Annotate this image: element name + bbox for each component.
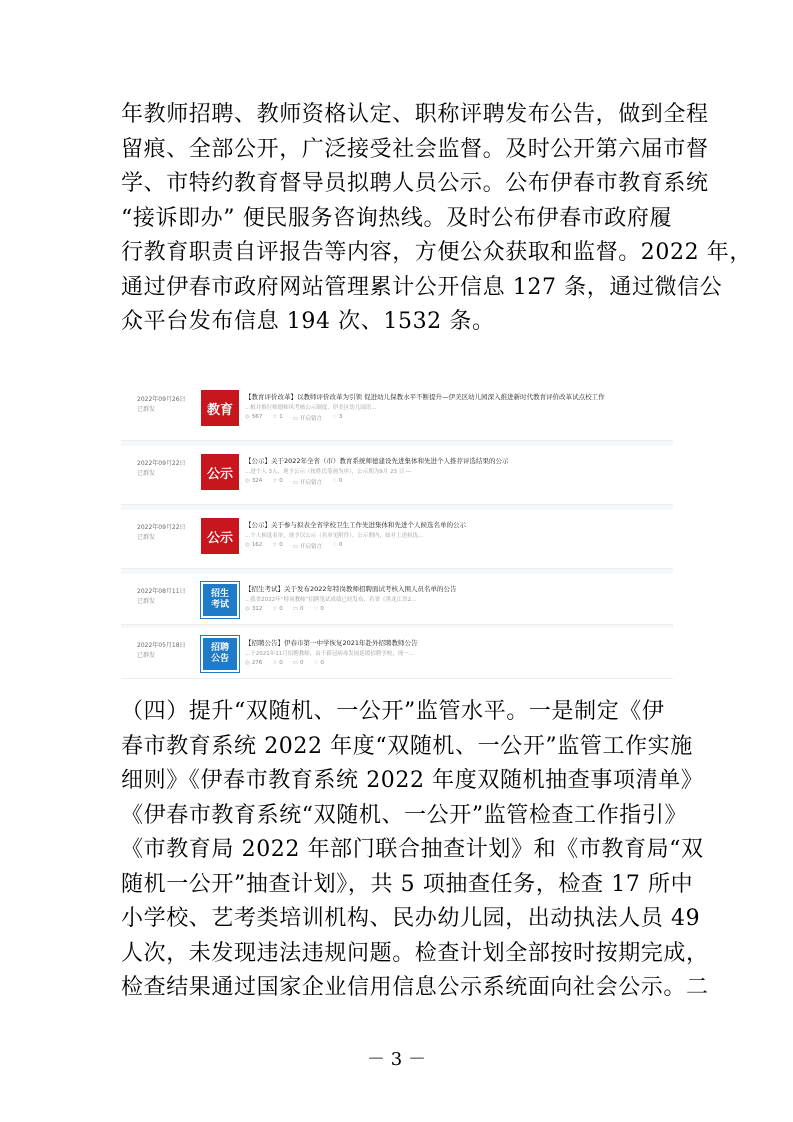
- thumb-icon: ♢: [331, 414, 337, 420]
- shares-stat: [332, 478, 342, 486]
- post-title[interactable]: [245, 456, 509, 465]
- thumb-icon: ♢: [331, 542, 337, 548]
- likes-stat: [272, 542, 282, 550]
- like-icon: ☆: [272, 542, 278, 548]
- wechat-post-list-screenshot: [121, 382, 673, 678]
- views-stat: [245, 414, 262, 422]
- post-tag: 【招聘公告】: [245, 639, 284, 647]
- text-line: 春市教育系统 2022 年度“双随机、一公开”监管工作实施: [121, 733, 693, 759]
- post-item[interactable]: [121, 382, 673, 441]
- likes-stat: [272, 606, 282, 612]
- comments-stat: [293, 606, 304, 612]
- likes-count: 0: [279, 660, 283, 666]
- eye-icon: ◎: [245, 660, 250, 666]
- thumb-icon: ♢: [313, 660, 319, 666]
- post-status: 已群发: [137, 598, 156, 605]
- likes-count: 0: [279, 542, 283, 548]
- post-date: 2022年09月22日: [137, 524, 186, 531]
- comment-icon: ▭: [292, 660, 298, 666]
- shares-stat: [332, 414, 342, 422]
- likes-count: 1: [279, 414, 283, 420]
- post-stats: [245, 660, 324, 666]
- shares-count: 0: [320, 606, 324, 612]
- like-icon: ☆: [272, 414, 278, 420]
- post-title-text: 伊春市第一中学恢复2021年赴外招聘教师公告: [284, 639, 418, 647]
- likes-stat: [272, 660, 282, 666]
- like-icon: ☆: [272, 606, 278, 612]
- comments-label: 开启留言: [299, 544, 322, 550]
- text-line: 检查结果通过国家企业信用信息公示系统面向社会公示。二: [121, 975, 709, 1000]
- post-title-text: 关于参与拟表全省学校卫生工作先进集体和先进个人候选名单的公示: [271, 521, 466, 529]
- post-thumbnail: 公示: [201, 454, 239, 490]
- post-item[interactable]: [121, 628, 673, 679]
- text-line: （四）提升“双随机、一公开”监管水平。一是制定《伊: [121, 699, 665, 724]
- comments-stat: [293, 414, 322, 422]
- comments-count: 0: [299, 660, 304, 666]
- eye-icon: ◎: [245, 414, 250, 420]
- comment-icon: ▭: [292, 544, 298, 550]
- comments-stat: [293, 660, 304, 666]
- post-date: 2022年05月18日: [137, 642, 186, 649]
- post-tag: 【公示】: [245, 521, 271, 529]
- post-excerpt: ...进个人 3人，现予公示（按姓氏笔画为序），公示期为9月 23 日 —: [245, 469, 412, 475]
- likes-stat: [272, 478, 282, 486]
- comments-label: 开启留言: [299, 480, 322, 486]
- post-thumbnail: 招生 考试: [201, 582, 239, 618]
- comments-label: 开启留言: [299, 416, 322, 422]
- comment-icon: ▭: [292, 480, 298, 486]
- shares-stat: [313, 606, 323, 612]
- comment-icon: ▭: [292, 416, 298, 422]
- body-paragraph-bottom: [121, 695, 709, 1006]
- views-count: 567: [251, 414, 263, 420]
- views-count: 324: [251, 478, 263, 484]
- comments-stat: [293, 478, 322, 486]
- text-line: “接诉即办” 便民服务咨询热线。及时公布伊春市政府履: [121, 205, 673, 231]
- post-title[interactable]: [245, 638, 418, 647]
- post-title[interactable]: [245, 392, 605, 401]
- shares-stat: [313, 660, 323, 666]
- page-number: － 3 －: [367, 1049, 426, 1070]
- post-title[interactable]: [245, 584, 457, 593]
- post-excerpt: ...于2021年11月招聘教师，由于新冠病毒发展延缓招聘学校，现一...: [245, 651, 414, 657]
- post-excerpt: ...个人候选名单，现予以公示（名单见附件），公示期内，如对上述候选...: [245, 533, 424, 539]
- like-icon: ☆: [272, 660, 278, 666]
- post-status: 已群发: [137, 534, 156, 541]
- post-status: 已群发: [137, 652, 156, 659]
- text-line: 人次，未发现违法违规问题。检查计划全部按时按期完成，: [121, 940, 709, 966]
- like-icon: ☆: [272, 478, 278, 484]
- post-date: 2022年09月26日: [137, 396, 186, 403]
- likes-count: 0: [279, 478, 283, 484]
- text-line: 留痕、全部公开，广泛接受社会监督。及时公开第六届市督: [121, 136, 709, 162]
- comments-count: 0: [299, 606, 304, 612]
- post-status: 已群发: [137, 406, 156, 413]
- likes-count: 0: [279, 606, 283, 612]
- post-tag: 【公示】: [245, 457, 271, 465]
- post-item[interactable]: [121, 510, 673, 569]
- views-count: 162: [251, 542, 263, 548]
- text-line: 学、市特约教育督导员拟聘人员公示。公布伊春市教育系统: [121, 171, 709, 196]
- thumb-icon: ♢: [313, 606, 319, 612]
- post-thumbnail: 教育: [201, 390, 239, 426]
- post-date: 2022年08月11日: [137, 588, 186, 595]
- post-item[interactable]: [121, 446, 673, 505]
- post-stats: [245, 542, 342, 550]
- post-item[interactable]: [121, 574, 673, 625]
- text-line: 行教育职责自评报告等内容，方便公众获取和监督。2022 年，: [121, 240, 752, 265]
- comment-icon: ▭: [292, 606, 298, 612]
- text-line: 小学校、艺考类培训机构、民办幼儿园，出动执法人员 49: [121, 906, 701, 931]
- shares-count: 0: [338, 542, 343, 548]
- post-tag: 【招生考试】: [245, 585, 284, 593]
- views-count: 312: [251, 606, 263, 612]
- shares-count: 0: [320, 660, 324, 666]
- post-title-text: 关于发布2022年特岗教师招聘面试考核入围人员名单的公告: [284, 585, 457, 593]
- views-stat: [245, 478, 262, 486]
- thumb-icon: ♢: [331, 478, 337, 484]
- shares-count: 0: [338, 478, 343, 484]
- eye-icon: ◎: [245, 478, 250, 484]
- views-stat: [245, 660, 262, 666]
- views-stat: [245, 542, 262, 550]
- post-title-text: 关于2022年全省（市）教育系统师德建设先进集体和先进个人推荐评选结果的公示: [271, 457, 509, 465]
- text-line: 通过伊春市政府网站管理累计公开信息 127 条，通过微信公: [121, 274, 723, 300]
- shares-stat: [332, 542, 342, 550]
- body-paragraph-top: [121, 98, 752, 340]
- text-line: 《伊春市教育系统“双随机、一公开”监管检查工作指引》: [121, 802, 688, 828]
- likes-stat: [272, 414, 282, 422]
- post-excerpt: ...植并推行师德师风考核公示制度，伊美区幼儿园语...: [245, 405, 377, 411]
- post-tag: 【教育评价改革】: [245, 393, 297, 401]
- post-stats: [245, 606, 324, 612]
- post-thumbnail: 招聘 公告: [201, 636, 239, 672]
- views-count: 276: [251, 660, 263, 666]
- shares-count: 3: [338, 414, 343, 420]
- post-stats: [245, 414, 342, 422]
- eye-icon: ◎: [245, 606, 250, 612]
- text-line: 众平台发布信息 194 次、1532 条。: [121, 309, 495, 334]
- post-excerpt: ...我省2022年“特岗教师”招聘笔试成绩已经发布，若省《黑龙江省2...: [245, 597, 417, 603]
- post-thumbnail: 公示: [201, 518, 239, 554]
- text-line: 《市教育局 2022 年部门联合抽查计划》和《市教育局“双: [121, 837, 704, 862]
- text-line: 细则》《伊春市教育系统 2022 年度双随机抽查事项清单》: [121, 768, 704, 793]
- post-date: 2022年09月22日: [137, 460, 186, 467]
- eye-icon: ◎: [245, 542, 250, 548]
- text-line: 随机一公开”抽查计划》，共 5 项抽查任务，检查 17 所中: [121, 871, 694, 897]
- post-title-text: 以教师评价改革为引领 促进幼儿保教水平不断提升—伊美区幼儿园深入推进新时代教育评价改革试点校工作: [297, 393, 605, 401]
- post-title[interactable]: [245, 520, 466, 529]
- post-stats: [245, 478, 342, 486]
- text-line: 年教师招聘、教师资格认定、职称评聘发布公告，做到全程: [121, 102, 709, 127]
- comments-stat: [293, 542, 322, 550]
- post-status: 已群发: [137, 470, 156, 477]
- views-stat: [245, 606, 262, 612]
